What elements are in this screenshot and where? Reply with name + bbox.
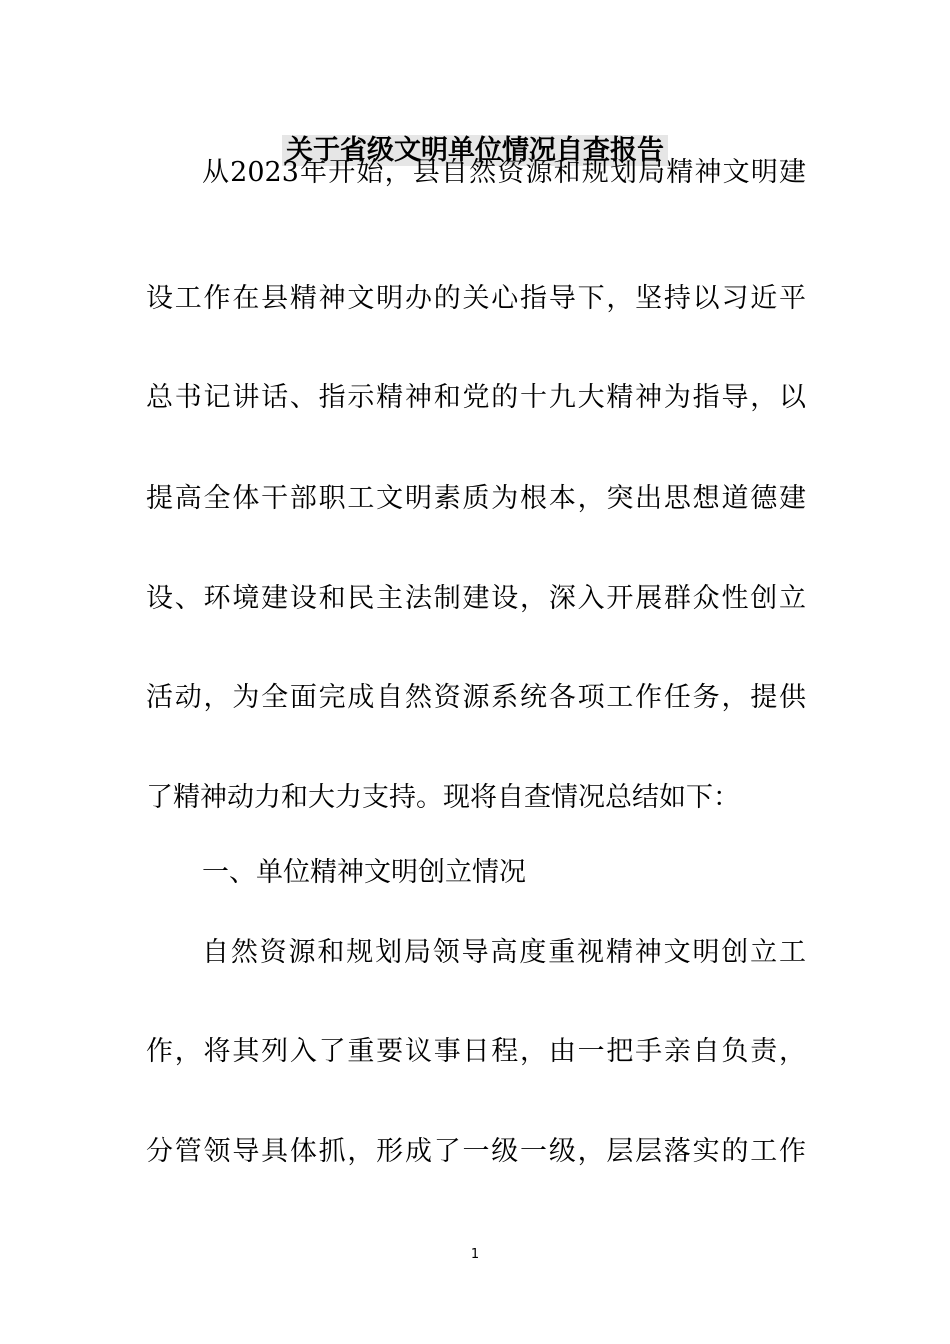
paragraph-1-line-1: 从2023年开始，县自然资源和规划局精神文明建 [202,157,806,188]
paragraph-1-line-7: 了精神动力和大力支持。现将自查情况总结如下： [146,782,740,813]
section-1-heading: 一、单位精神文明创立情况 [202,857,526,888]
paragraph-1-line-5: 设、环境建设和民主法制建设，深入开展群众性创立 [146,583,806,614]
paragraph-2-line-1: 自然资源和规划局领导高度重视精神文明创立工 [202,937,806,968]
page-number: 1 [470,1247,480,1262]
paragraph-1-line-6: 活动，为全面完成自然资源系统各项工作任务，提供 [146,682,806,713]
document-title-text: 关于省级文明单位情况自查报告 [282,135,668,166]
paragraph-1-line-3: 总书记讲话、指示精神和党的十九大精神为指导，以 [146,382,806,413]
paragraph-2-line-3: 分管领导具体抓，形成了一级一级，层层落实的工作 [146,1136,806,1167]
paragraph-2-line-2: 作，将其列入了重要议事日程，由一把手亲自负责， [146,1036,806,1067]
paragraph-1-line-2: 设工作在县精神文明办的关心指导下，坚持以习近平 [146,283,806,314]
paragraph-1-line-4: 提高全体干部职工文明素质为根本，突出思想道德建 [146,483,806,514]
